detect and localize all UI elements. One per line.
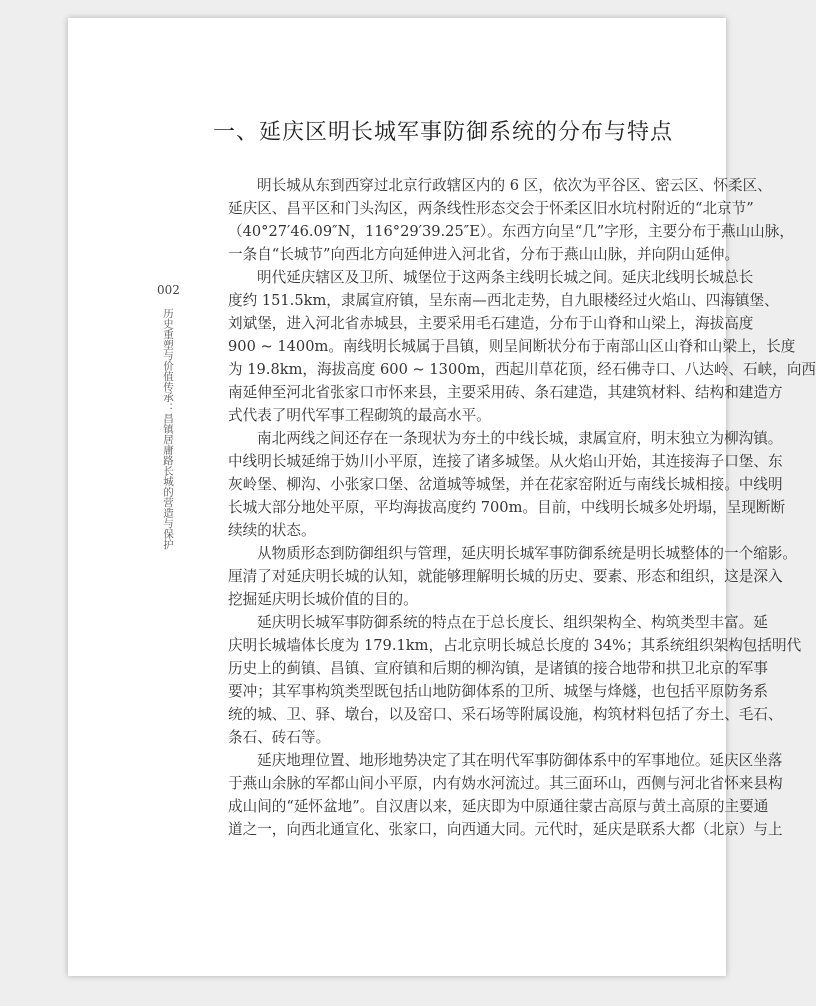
text-line: 900 ~ 1400m。南线明长城属于昌镇，则呈间断状分布于南部山区山脊和山梁上，长度 (228, 338, 796, 355)
text-line: 刘斌堡，进入河北省赤城县，主要采用毛石建造，分布于山脊和山梁上，海拔高度 (228, 315, 754, 332)
text-line: 中线明长城延绵于妫川小平原，连接了诸多城堡。从火焰山开始，其连接海子口堡、东 (228, 453, 783, 470)
text-line: 条石、砖石等。 (228, 729, 331, 746)
text-line: 厘清了对延庆明长城的认知，就能够理解明长城的历史、要素、形态和组织，这是深入 (228, 568, 783, 585)
text-line: 挖掘延庆明长城价值的目的。 (228, 591, 418, 608)
paragraph (228, 749, 783, 841)
text-line: 成山间的“延怀盆地”。自汉唐以来，延庆即为中原通往蒙古高原与黄土高原的主要通 (228, 798, 769, 815)
text-line: 一条自“长城节”向西北方向延伸进入河北省，分布于燕山山脉，并向阴山延伸。 (228, 246, 740, 263)
paragraph (228, 266, 816, 427)
body-text (228, 174, 816, 841)
text-line: 明代延庆辖区及卫所、城堡位于这两条主线明长城之间。延庆北线明长城总长 (257, 269, 754, 286)
text-line: 续续的状态。 (228, 522, 316, 539)
text-line: 于燕山余脉的军都山间小平原，内有妫水河流过。其三面环山，西侧与河北省怀来县构 (228, 775, 783, 792)
text-line: 延庆明长城军事防御系统的特点在于总长度长、组织架构全、构筑类型丰富。延 (257, 614, 768, 631)
text-line: 长城大部分地处平原，平均海拔高度约 700m。目前，中线明长城多处坍塌，呈现断断 (228, 499, 786, 516)
text-line: 庆明长城墙体长度为 179.1km，占北京明长城总长度的 34%；其系统组织架构包括明代 (228, 637, 802, 654)
text-line: 式代表了明代军事工程砌筑的最高水平。 (228, 407, 491, 424)
paragraph (228, 611, 802, 749)
text-line: 南延伸至河北省张家口市怀来县，主要采用砖、条石建造，其建筑材料、结构和建造方 (228, 384, 783, 401)
running-head: 历史重塑与价值传承：昌镇居庸路长城的营造与保护 (162, 308, 174, 550)
text-line: 统的城、卫、驿、墩台，以及窑口、采石场等附属设施，构筑材料包括了夯土、毛石、 (228, 706, 783, 723)
paragraph (228, 427, 786, 542)
text-line: 为 19.8km，海拔高度 600 ~ 1300m，西起川草花顶，经石佛寺口、八达岭、石峡，向西 (228, 361, 816, 378)
text-line: 延庆区、昌平区和门头沟区，两条线性形态交会于怀柔区旧水坑村附近的“北京节” (228, 200, 754, 217)
text-line: 要冲；其军事构筑类型既包括山地防御体系的卫所、城堡与烽燧，也包括平原防务系 (228, 683, 768, 700)
text-line: 道之一，向西北通宣化、张家口，向西通大同。元代时，延庆是联系大都（北京）与上 (228, 821, 783, 838)
paragraph (228, 174, 794, 266)
section-title: 一、延庆区明长城军事防御系统的分布与特点 (213, 120, 674, 145)
text-line: （40°27′46.09″N，116°29′39.25″E）。东西方向呈“几”字形，主要分布于燕山山脉， (228, 223, 794, 240)
text-line: 灰岭堡、柳沟、小张家口堡、岔道城等城堡，并在花家窑附近与南线长城相接。中线明 (228, 476, 783, 493)
text-line: 度约 151.5km，隶属宣府镇，呈东南—西北走势，自九眼楼经过火焰山、四海镇堡、 (228, 292, 779, 309)
page-number: 002 (157, 283, 180, 297)
text-line: 从物质形态到防御组织与管理，延庆明长城军事防御系统是明长城整体的一个缩影。 (257, 545, 797, 562)
text-line: 历史上的蓟镇、昌镇、宣府镇和后期的柳沟镇，是诸镇的接合地带和拱卫北京的军事 (228, 660, 768, 677)
text-line: 延庆地理位置、地形地势决定了其在明代军事防御体系中的军事地位。延庆区坐落 (257, 752, 783, 769)
book-page (68, 18, 816, 976)
paragraph (228, 542, 797, 611)
text-line: 明长城从东到西穿过北京行政辖区内的 6 区，依次为平谷区、密云区、怀柔区、 (257, 177, 772, 194)
text-line: 南北两线之间还存在一条现状为夯土的中线长城，隶属宣府，明末独立为柳沟镇。 (257, 430, 783, 447)
